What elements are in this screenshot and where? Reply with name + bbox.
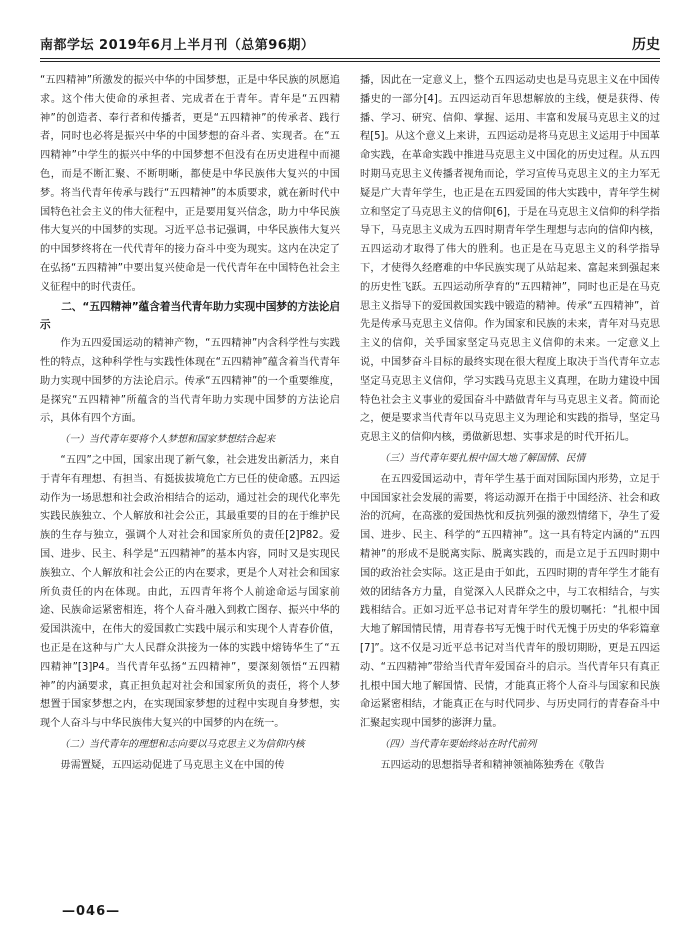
left-column xyxy=(40,72,340,880)
header-rule xyxy=(40,58,660,59)
paragraph: 作为五四爱国运动的精神产物，“五四精神”内含科学性与实践性的特点，这种科学性与实践性体现在“五四精神”蕴含着当代青年助力实现中国梦的方法论启示。传承“五四精神”的一个重要维度，是探究“五四精神”所蕴含的当代青年助力实现中国梦的方法论启示，具体有四个方面。 xyxy=(40,338,340,425)
journal-title: 南都学坛 2019年6月上半月刊（总第96期） xyxy=(40,38,315,53)
paragraph: 播，因此在一定意义上，整个五四运动史也是马克思主义在中国传播史的一部分[4]。五四运动百年思想解放的主线，便是获得、传播、学习、研究、信仰、掌握、运用、丰富和发展马克思主义的过程[5]。从这个意义上来讲，五四运动是将马克思主义运用于中国革命实践，在革命实践中推进马克思主义中国化的历史过程。从五四时期马克思主义传播者视角而论，学习宣传马克思主义的主力军无疑是广大青年学生，也正是在五四爱国的伟大实践中，青年学生树立和坚定了马克思主义的信仰[6]，于是在马克思主义信仰的科学指导下，马克思主义成为五四时期青年学生理想与志向的信仰内核，五四运动才取得了伟大的胜利。也正是在马克思主义的科学指导下，才使得久经磨难的中华民族实现了从站起来、富起来到强起来的历史性飞跃。五四运动所孕育的“五四精神”，同时也正是在马克思主义指导下的爱国救国实践中锻造的精神。传承“五四精神”，首先是传承马克思主义信仰。作为国家和民族的未来，青年对马克思主义的信仰，关乎国家坚定马克思主义信仰的未来。一定意义上说，中国梦奋斗目标的最终实现在很大程度上取决于当代青年立志坚定马克思主义信仰，学习实践马克思主义真理，在助力建设中国特色社会主义事业的爱国奋斗中踏做青年与马克思主义者。简而论之，便是要求当代青年以马克思主义为理论和实践的指导，坚定马克思主义的信仰内核，勇做新思想、实事求是的时代开拓儿。 xyxy=(360,75,660,444)
paragraph: 毋需置疑，五四运动促进了马克思主义在中国的传 xyxy=(60,759,285,771)
section-heading: （一）当代青年要将个人梦想和国家梦想结合起来 xyxy=(59,434,276,446)
right-column xyxy=(360,72,660,880)
paragraph: 五四运动的思想指导者和精神领袖陈独秀在《敬告 xyxy=(380,759,605,771)
section-heading: （三）当代青年要扎根中国大地了解国情、民情 xyxy=(379,452,586,464)
paragraph: “五四”之中国，国家出现了新气象，社会进发出新活力，来自于青年有理想、有担当、有挺拔拔境危亡方已任的使命感。五四运动作为一场思想和社会政治相结合的运动，通过社会的现代化率先实践民族独立、个人解放和社会公正，其最重要的目的在于维护民族的生存与独立，强调个人对社会和国家所负的责任[2]P82。爱国、进步、民主、科学是“五四精神”的基本内容，同时又是实现民族独立、个人解放和社会公正的内在要求，更是个人对社会和国家所负责任的内在体现。由此，五四青年将个人前途命运与国家前途、民族命运紧密相连，将个人奋斗融入到救亡图存、振兴中华的爱国洪流中，在伟大的爱国救亡实践中展示和实现个人青春价值，也正是在这种与广大人民群众洪接为一体的实践中熔铸华生了“五四精神”[3]P4。当代青年弘扬“五四精神”，要深刻领悟“五四精神”的内涵要求，真正担负起对社会和国家所负的责任，将个人梦想置于国家梦想之内，在实现国家梦想的过程中实现自身梦想，实现个人奋斗与中华民族伟大复兴的中国梦的内在统一。 xyxy=(40,454,340,730)
header-rule-thin xyxy=(40,61,660,62)
page-number: —046— xyxy=(62,904,121,919)
paragraph: “五四精神”所激发的振兴中华的中国梦想，正是中华民族的夙愿追求。这个伟大使命的承担者、完成者在于青年。青年是“五四精神”的创造者、奉行者和传播者，更是“五四精神”的传承者、践行者，同时也必将是振兴中华的中国梦想的奋斗者、实现者。在“五四精神”中学生的振兴中华的中国梦想不但没有在历史进程中而褪色，而是不断汇聚、不断明晰，都使是中华民族伟大复兴的中国梦。将当代青年传承与践行“五四精神”的本质要求，就在新时代中国特色社会主义的伟大征程中，正是要用复兴信念，助力中华民族伟大复兴的中国梦的实现。习近平总书记强调，中华民族伟大复兴的中国梦终将在一代代青年的接力奋斗中变为现实。这内在决定了在弘扬“五四精神”中要出复兴使命是一代代青年在中国特色社会主义征程中的时代责任。 xyxy=(40,75,340,293)
paragraph: 在五四爱国运动中，青年学生基于面对国际国内形势，立足于中国国家社会发展的需要，将运动源开在指于中国经济、社会和政治的沉疴，在高涨的爱国热忱和反抗列强的激烈情绪下，孕生了爱国、进步、民主、科学的“五四精神”。这一具有特定内涵的“五四精神”的形成不是脱离实际、脱离实践的，而是立足于五四时期中国的政治社会实际。这正是由于如此，五四时期的青年学生才能有效的团结各方力量，自觉深入人民群众之中，与工农相结合，与实践相结合。正如习近平总书记对青年学生的殷切嘱托：“扎根中国大地了解国情民情，用青春书写无愧于时代无愧于历史的华彩篇章[7]”。这不仅是习近平总书记对当代青年的殷切期盼，更是五四运动、“五四精神”带给当代青年爱国奋斗的启示。当代青年只有真正扎根中国大地了解国情、民情，才能真正将个人奋斗与国家和民族命运紧密相结，才能真正在与时代同步、与历史同行的青春奋斗中汇聚起实现中国梦的澎湃力量。 xyxy=(360,473,660,730)
section-heading: （二）当代青年的理想和志向要以马克思主义为信仰内核 xyxy=(59,738,305,750)
section-heading: （四）当代青年要始终站在时代前列 xyxy=(379,738,537,750)
section-label: 历史 xyxy=(632,37,660,53)
section-heading: 二、“五四精神”蕴含着当代青年助力实现中国梦的方法论启示 xyxy=(40,300,340,332)
running-header xyxy=(40,30,660,54)
